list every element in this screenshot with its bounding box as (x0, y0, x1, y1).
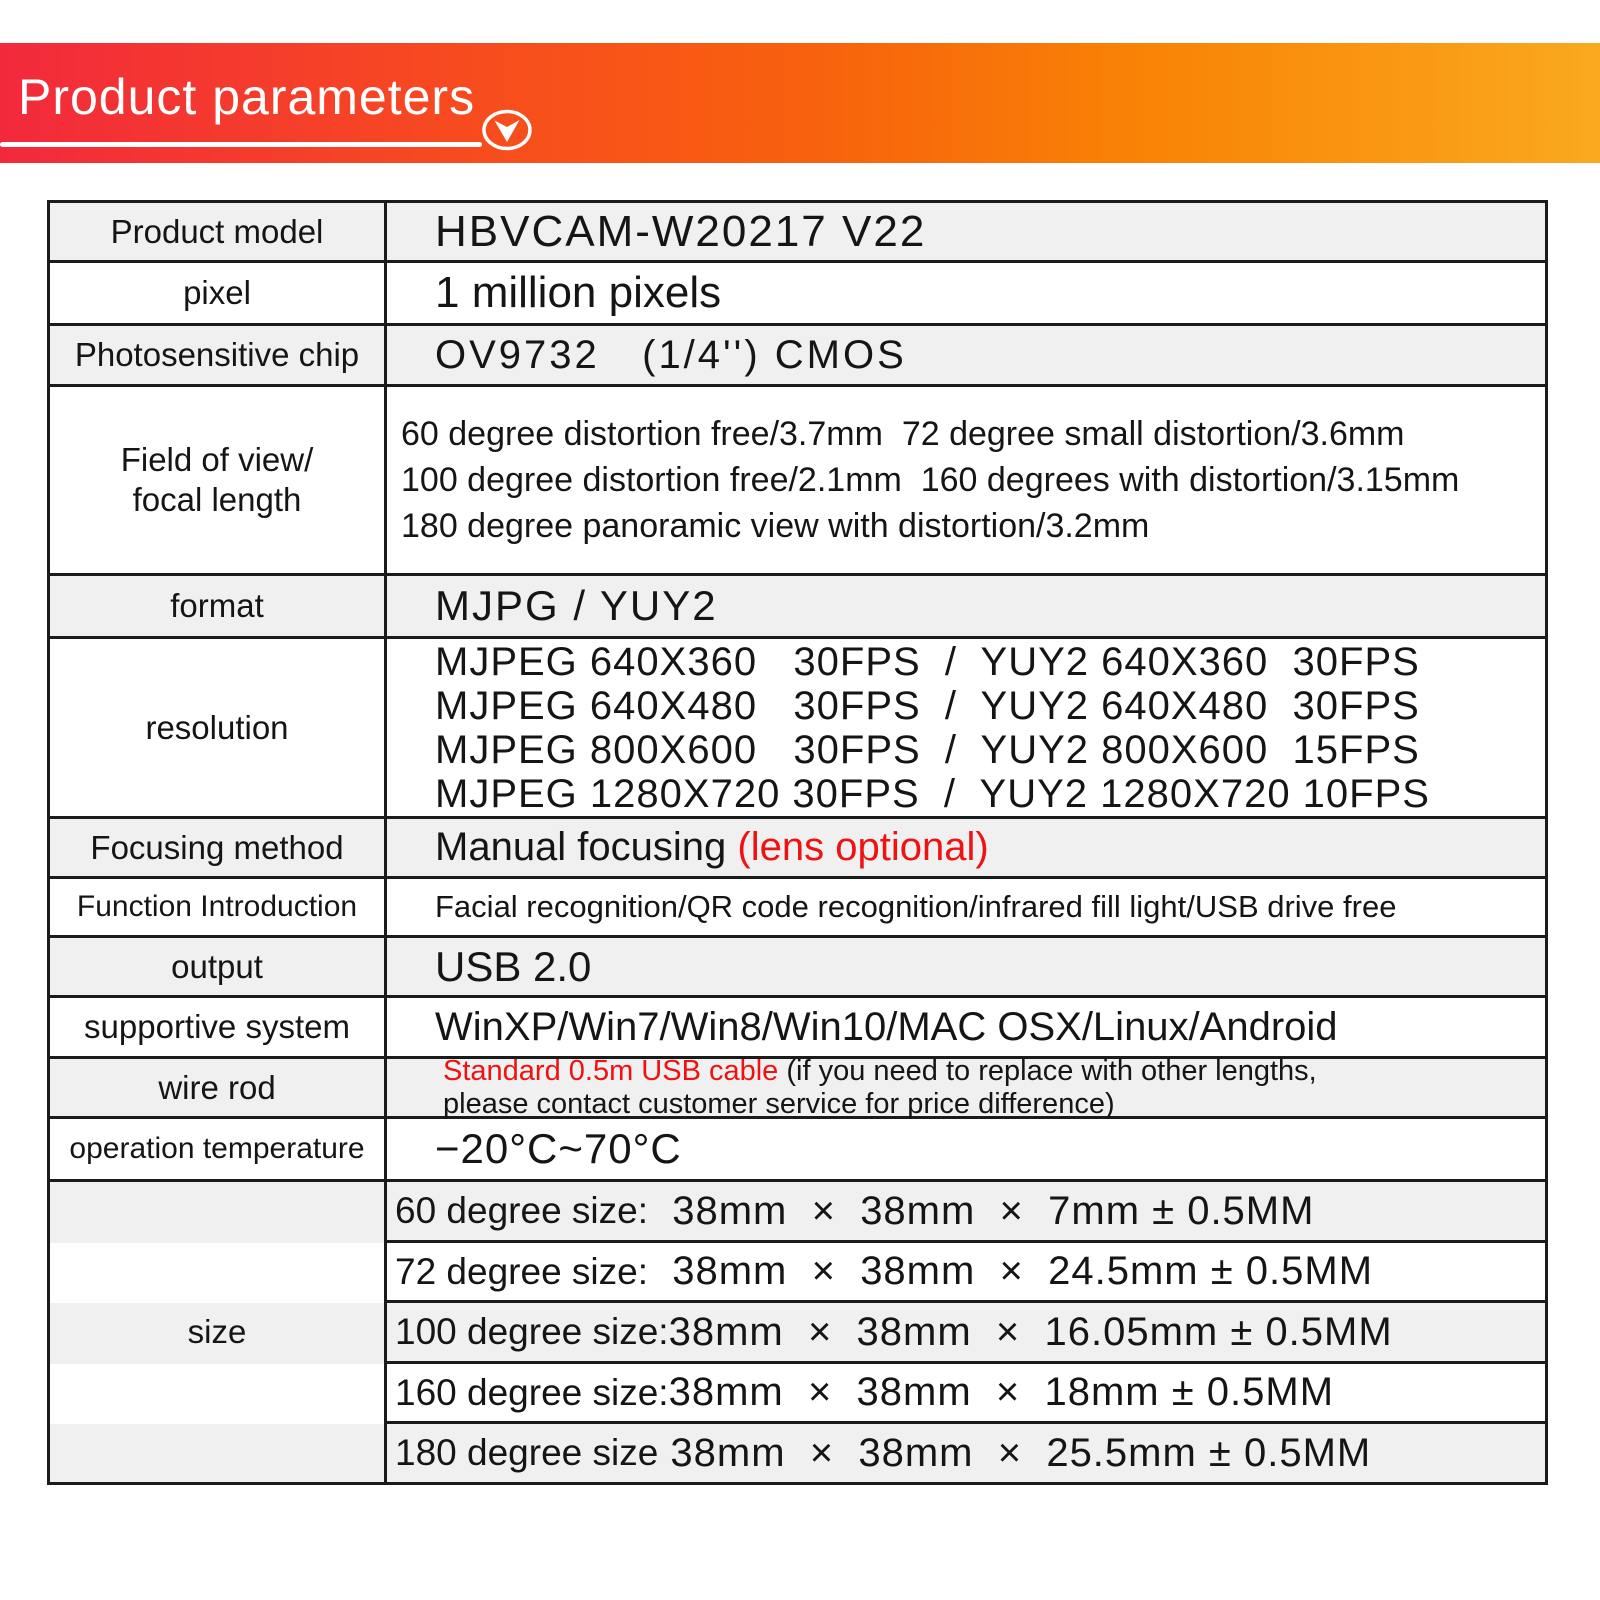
value-inline (435, 825, 1545, 870)
value-text: (if you need to replace with other lengths, (778, 1054, 1317, 1087)
table-row-size (50, 1182, 1545, 1482)
chevron-down-circle-icon (481, 109, 533, 151)
row-label: Function Introduction (50, 879, 387, 935)
row-value: Facial recognition/QR code recognition/infrared fill light/USB drive free (435, 889, 1397, 924)
row-label: Photosensitive chip (50, 326, 387, 384)
row-label: Focusing method (50, 819, 387, 876)
row-label: supportive system (50, 998, 387, 1056)
row-value: MJPG / YUY2 (435, 582, 718, 629)
value-line: MJPEG 640X360 30FPS / YUY2 640X360 30FPS (435, 639, 1420, 684)
row-label: pixel (50, 263, 387, 323)
value-line: MJPEG 640X480 30FPS / YUY2 640X480 30FPS (435, 683, 1420, 728)
value-line: 180 degree panoramic view with distortion/3.2mm (401, 507, 1150, 545)
row-value: HBVCAM-W20217 V22 (435, 206, 927, 256)
header-banner (0, 43, 1600, 163)
value-line (443, 1055, 1545, 1088)
size-entry-160 (387, 1361, 1545, 1421)
size-dims: 38mm × 38mm × 25.5mm ± 0.5MM (658, 1430, 1372, 1475)
page-title: Product parameters (18, 69, 476, 125)
row-label (50, 387, 387, 573)
product-parameters-table (47, 200, 1548, 1485)
row-label: operation temperature (50, 1119, 387, 1179)
size-prefix: 180 degree size (395, 1432, 659, 1473)
table-row-pixel (50, 263, 1545, 326)
size-dims: 38mm × 38mm × 18mm ± 0.5MM (668, 1370, 1335, 1414)
value-line: MJPEG 1280X720 30FPS / YUY2 1280X720 10FPS (435, 771, 1430, 816)
row-label: size (50, 1182, 387, 1482)
table-row-format (50, 576, 1545, 639)
size-entry-60 (387, 1182, 1545, 1240)
row-value (387, 819, 1545, 876)
row-value (387, 639, 1545, 816)
row-value: USB 2.0 (435, 942, 592, 990)
row-value: OV9732 (1/4'') CMOS (435, 332, 907, 377)
table-row-wire-rod (50, 1054, 1545, 1120)
row-label: wire rod (50, 1059, 387, 1116)
row-label: format (50, 576, 387, 636)
table-row-resolution (50, 639, 1545, 819)
value-line: 60 degree distortion free/3.7mm 72 degree small distortion/3.6mm (401, 415, 1405, 453)
value-line: 100 degree distortion free/2.1mm 160 degrees with distortion/3.15mm (401, 461, 1460, 499)
row-label: resolution (50, 639, 387, 816)
table-row-supportive-system (50, 998, 1545, 1059)
size-entry-180 (387, 1421, 1545, 1482)
value-text-red: (lens optional) (737, 825, 989, 869)
size-entry-72 (387, 1240, 1545, 1300)
table-row-operation-temperature (50, 1119, 1545, 1182)
row-value: WinXP/Win7/Win8/Win10/MAC OSX/Linux/Android (435, 1004, 1338, 1049)
value-text: Manual focusing (435, 825, 738, 869)
size-dims: 38mm × 38mm × 7mm ± 0.5MM (648, 1188, 1315, 1233)
row-label: output (50, 938, 387, 995)
size-entry-100 (387, 1300, 1545, 1361)
row-label-line: focal length (132, 481, 302, 518)
row-value (387, 1054, 1545, 1120)
value-line: please contact customer service for price difference) (443, 1087, 1115, 1120)
size-prefix: 72 degree size: (395, 1250, 649, 1292)
size-prefix: 160 degree size: (395, 1371, 669, 1413)
size-entries (387, 1182, 1545, 1482)
table-row-field-of-view (50, 387, 1545, 576)
value-line: MJPEG 800X600 30FPS / YUY2 800X600 15FPS (435, 727, 1420, 772)
table-row-focusing-method (50, 819, 1545, 879)
table-row-photosensitive-chip (50, 326, 1545, 387)
row-value: −20°C~70°C (435, 1125, 682, 1172)
value-text-red: Standard 0.5m USB cable (443, 1054, 779, 1087)
row-label-line: Field of view/ (120, 441, 314, 478)
table-row-function-introduction (50, 879, 1545, 938)
row-label: Product model (50, 203, 387, 260)
size-dims: 38mm × 38mm × 24.5mm ± 0.5MM (648, 1249, 1374, 1293)
table-row-product-model (50, 203, 1545, 263)
row-value (387, 387, 1545, 573)
size-prefix: 60 degree size: (395, 1190, 649, 1231)
table-row-output (50, 938, 1545, 998)
row-value: 1 million pixels (435, 268, 722, 317)
size-prefix: 100 degree size: (395, 1311, 669, 1352)
title-underline (0, 142, 482, 147)
size-dims: 38mm × 38mm × 16.05mm ± 0.5MM (668, 1309, 1393, 1354)
